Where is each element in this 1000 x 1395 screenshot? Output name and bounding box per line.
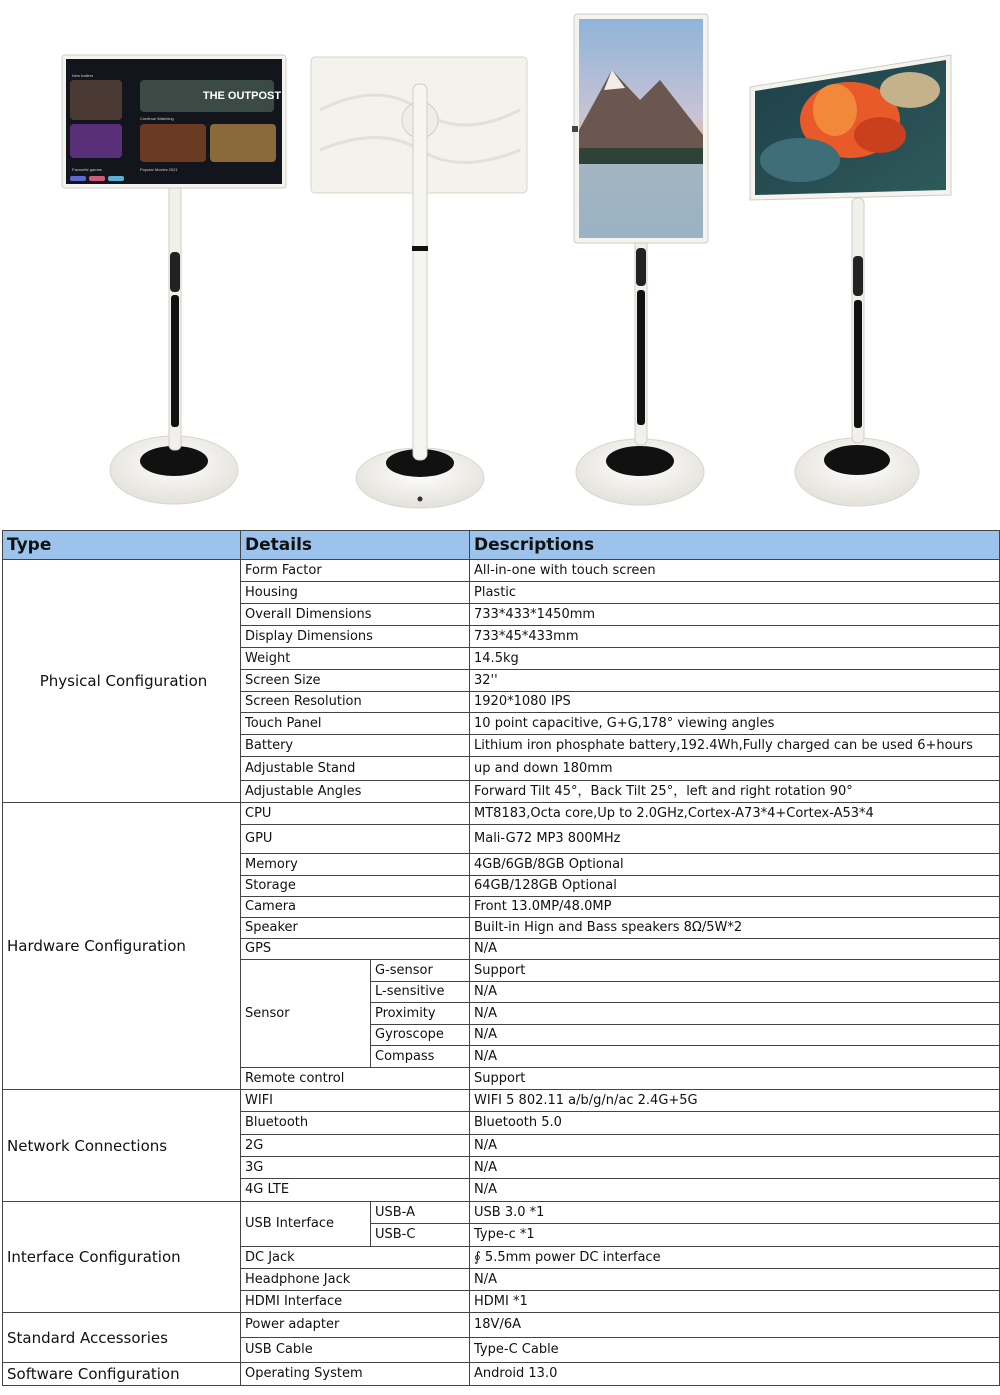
detail-sensor: Sensor xyxy=(241,960,371,1068)
screen-section-games: Favourite games xyxy=(72,167,102,172)
sub-detail-cell: Gyroscope xyxy=(371,1025,470,1046)
detail-cell: Adjustable Angles xyxy=(241,781,470,803)
desc-cell: Type-C Cable xyxy=(470,1338,1000,1363)
group-interface: Interface Configuration xyxy=(3,1202,241,1313)
desc-cell: Bluetooth 5.0 xyxy=(470,1112,1000,1135)
desc-cell: 18V/6A xyxy=(470,1313,1000,1338)
desc-cell: N/A xyxy=(470,1003,1000,1025)
group-hardware: Hardware Configuration xyxy=(3,803,241,1090)
detail-cell: Speaker xyxy=(241,918,470,939)
desc-cell: N/A xyxy=(470,1269,1000,1291)
detail-cell: Power adapter xyxy=(241,1313,470,1338)
desc-cell: All-in-one with touch screen xyxy=(470,560,1000,582)
detail-cell: 4G LTE xyxy=(241,1179,470,1202)
desc-cell: Forward Tilt 45°，Back Tilt 25°，left and right rotation 90° xyxy=(470,781,1000,803)
detail-cell: Headphone Jack xyxy=(241,1269,470,1291)
spec-table xyxy=(2,530,1000,1386)
sub-detail-cell: G-sensor xyxy=(371,960,470,982)
stand-landscape-angled xyxy=(750,55,951,506)
detail-cell: Screen Resolution xyxy=(241,692,470,713)
desc-cell: Type-c *1 xyxy=(470,1224,1000,1247)
desc-cell: N/A xyxy=(470,1025,1000,1046)
stand-rear-view xyxy=(311,57,527,508)
detail-cell: Remote control xyxy=(241,1068,470,1090)
desc-cell: WIFI 5 802.11 a/b/g/n/ac 2.4G+5G xyxy=(470,1090,1000,1112)
desc-cell: N/A xyxy=(470,939,1000,960)
detail-cell: Overall Dimensions xyxy=(241,604,470,626)
sub-detail-cell: Proximity xyxy=(371,1003,470,1025)
desc-cell: 733*433*1450mm xyxy=(470,604,1000,626)
table-row xyxy=(3,560,1000,582)
screen-movie-title: THE OUTPOST xyxy=(202,90,282,102)
detail-cell: WIFI xyxy=(241,1090,470,1112)
desc-cell: Built-in Hign and Bass speakers 8Ω/5W*2 xyxy=(470,918,1000,939)
desc-cell: N/A xyxy=(470,1179,1000,1202)
desc-cell: N/A xyxy=(470,1135,1000,1157)
header-descriptions: Descriptions xyxy=(470,531,1000,560)
desc-cell: Android 13.0 xyxy=(470,1363,1000,1386)
desc-cell: USB 3.0 *1 xyxy=(470,1202,1000,1224)
sub-detail-cell: USB-A xyxy=(371,1202,470,1224)
detail-cell: Memory xyxy=(241,854,470,876)
desc-cell: Plastic xyxy=(470,582,1000,604)
detail-cell: Bluetooth xyxy=(241,1112,470,1135)
sub-detail-cell: Compass xyxy=(371,1046,470,1068)
stand-portrait xyxy=(572,14,708,505)
detail-usb-interface: USB Interface xyxy=(241,1202,371,1247)
detail-cell: Operating System xyxy=(241,1363,470,1386)
detail-cell: Display Dimensions xyxy=(241,626,470,648)
desc-cell: 4GB/6GB/8GB Optional xyxy=(470,854,1000,876)
screen-section-popular: Popular Movies 2021 xyxy=(140,167,178,172)
product-photo-strip xyxy=(0,0,1000,520)
desc-cell: MT8183,Octa core,Up to 2.0GHz,Cortex-A73*4+Cortex-A53*4 xyxy=(470,803,1000,825)
detail-cell: 2G xyxy=(241,1135,470,1157)
desc-cell: 733*45*433mm xyxy=(470,626,1000,648)
desc-cell: N/A xyxy=(470,1046,1000,1068)
detail-cell: Camera xyxy=(241,897,470,918)
detail-cell: HDMI Interface xyxy=(241,1291,470,1313)
table-row xyxy=(3,1313,1000,1338)
screen-section-continue: Continue Watching xyxy=(140,116,174,121)
desc-cell: 14.5kg xyxy=(470,648,1000,670)
detail-cell: Storage xyxy=(241,876,470,897)
desc-cell: 1920*1080 IPS xyxy=(470,692,1000,713)
detail-cell: CPU xyxy=(241,803,470,825)
detail-cell: Adjustable Stand xyxy=(241,757,470,781)
desc-cell: N/A xyxy=(470,1157,1000,1179)
desc-cell: 64GB/128GB Optional xyxy=(470,876,1000,897)
table-row xyxy=(3,1202,1000,1224)
desc-cell: 32'' xyxy=(470,670,1000,692)
detail-cell: 3G xyxy=(241,1157,470,1179)
detail-cell: GPU xyxy=(241,825,470,854)
group-physical: Physical Configuration xyxy=(3,560,241,803)
detail-cell: DC Jack xyxy=(241,1247,470,1269)
desc-cell: Mali-G72 MP3 800MHz xyxy=(470,825,1000,854)
desc-cell: 10 point capacitive, G+G,178° viewing angles xyxy=(470,713,1000,735)
desc-cell: Lithium iron phosphate battery,192.4Wh,Fully charged can be used 6+hours xyxy=(470,735,1000,757)
screen-section-trailers: New trailers xyxy=(72,73,94,78)
desc-cell: Front 13.0MP/48.0MP xyxy=(470,897,1000,918)
stand-landscape-front xyxy=(62,55,286,504)
desc-cell: ∮ 5.5mm power DC interface xyxy=(470,1247,1000,1269)
detail-cell: Weight xyxy=(241,648,470,670)
desc-cell: up and down 180mm xyxy=(470,757,1000,781)
detail-cell: Screen Size xyxy=(241,670,470,692)
detail-cell: Form Factor xyxy=(241,560,470,582)
table-row xyxy=(3,1363,1000,1386)
desc-cell: HDMI *1 xyxy=(470,1291,1000,1313)
table-header-row xyxy=(3,531,1000,560)
group-network: Network Connections xyxy=(3,1090,241,1202)
table-row xyxy=(3,1090,1000,1112)
detail-cell: Touch Panel xyxy=(241,713,470,735)
detail-cell: Battery xyxy=(241,735,470,757)
detail-cell: USB Cable xyxy=(241,1338,470,1363)
header-type: Type xyxy=(3,531,241,560)
detail-cell: GPS xyxy=(241,939,470,960)
detail-cell: Housing xyxy=(241,582,470,604)
desc-cell: Support xyxy=(470,1068,1000,1090)
group-software: Software Configuration xyxy=(3,1363,241,1386)
sub-detail-cell: USB-C xyxy=(371,1224,470,1247)
group-accessories: Standard Accessories xyxy=(3,1313,241,1363)
sub-detail-cell: L-sensitive xyxy=(371,982,470,1003)
desc-cell: N/A xyxy=(470,982,1000,1003)
header-details: Details xyxy=(241,531,470,560)
desc-cell: Support xyxy=(470,960,1000,982)
table-row xyxy=(3,803,1000,825)
